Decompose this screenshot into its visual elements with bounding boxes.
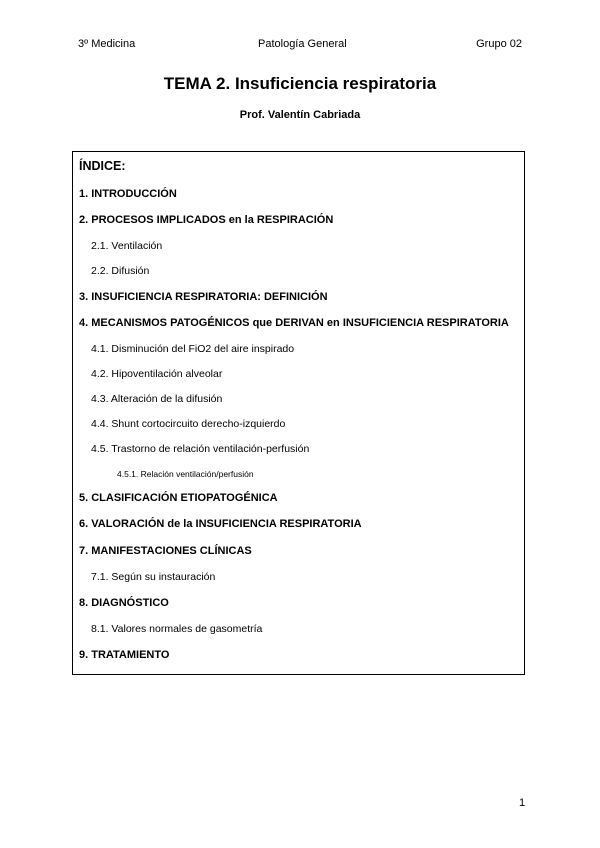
toc-subitem: 4.1. Disminución del FiO2 del aire inspirado: [91, 343, 295, 355]
toc-subitem: 2.1. Ventilación: [91, 240, 163, 252]
toc-item: 3. INSUFICIENCIA RESPIRATORIA: DEFINICIÓN: [79, 291, 328, 303]
toc-subitem: 4.5. Trastorno de relación ventilación-perfusión: [91, 443, 310, 455]
toc-item: 1. INTRODUCCIÓN: [79, 188, 177, 200]
toc-subsubitem: 4.5.1. Relación ventilación/perfusión: [117, 469, 254, 479]
header-subject: Patología General: [258, 38, 347, 50]
document-title: TEMA 2. Insuficiencia respiratoria: [163, 74, 437, 93]
toc-item: 6. VALORACIÓN de la INSUFICIENCIA RESPIRATORIA: [79, 518, 362, 530]
page-number: 1: [519, 797, 526, 809]
toc-item: 9. TRATAMIENTO: [79, 649, 170, 661]
document-author: Prof. Valentín Cabriada: [239, 109, 361, 121]
header-group: Grupo 02: [476, 38, 522, 50]
toc-subitem: 4.4. Shunt cortocircuito derecho-izquierdo: [91, 418, 286, 430]
toc-item: 4. MECANISMOS PATOGÉNICOS que DERIVAN en INSUFICIENCIA RESPIRATORIA: [79, 317, 509, 329]
page-header: [78, 38, 522, 52]
header-course: 3º Medicina: [78, 38, 136, 50]
toc-item: 7. MANIFESTACIONES CLÍNICAS: [79, 545, 252, 557]
toc-subitem: 7.1. Según su instauración: [91, 571, 216, 583]
toc-subitem: 8.1. Valores normales de gasometría: [91, 623, 263, 635]
toc-item: 8. DIAGNÓSTICO: [79, 597, 169, 609]
toc-heading: ÍNDICE:: [79, 159, 126, 173]
toc-item: 2. PROCESOS IMPLICADOS en la RESPIRACIÓN: [79, 214, 334, 226]
table-of-contents: [72, 151, 525, 675]
toc-item: 5. CLASIFICACIÓN ETIOPATOGÉNICA: [79, 492, 278, 504]
toc-subitem: 2.2. Difusión: [91, 265, 150, 277]
toc-subitem: 4.3. Alteración de la difusión: [91, 393, 223, 405]
toc-subitem: 4.2. Hipoventilación alveolar: [91, 368, 223, 380]
